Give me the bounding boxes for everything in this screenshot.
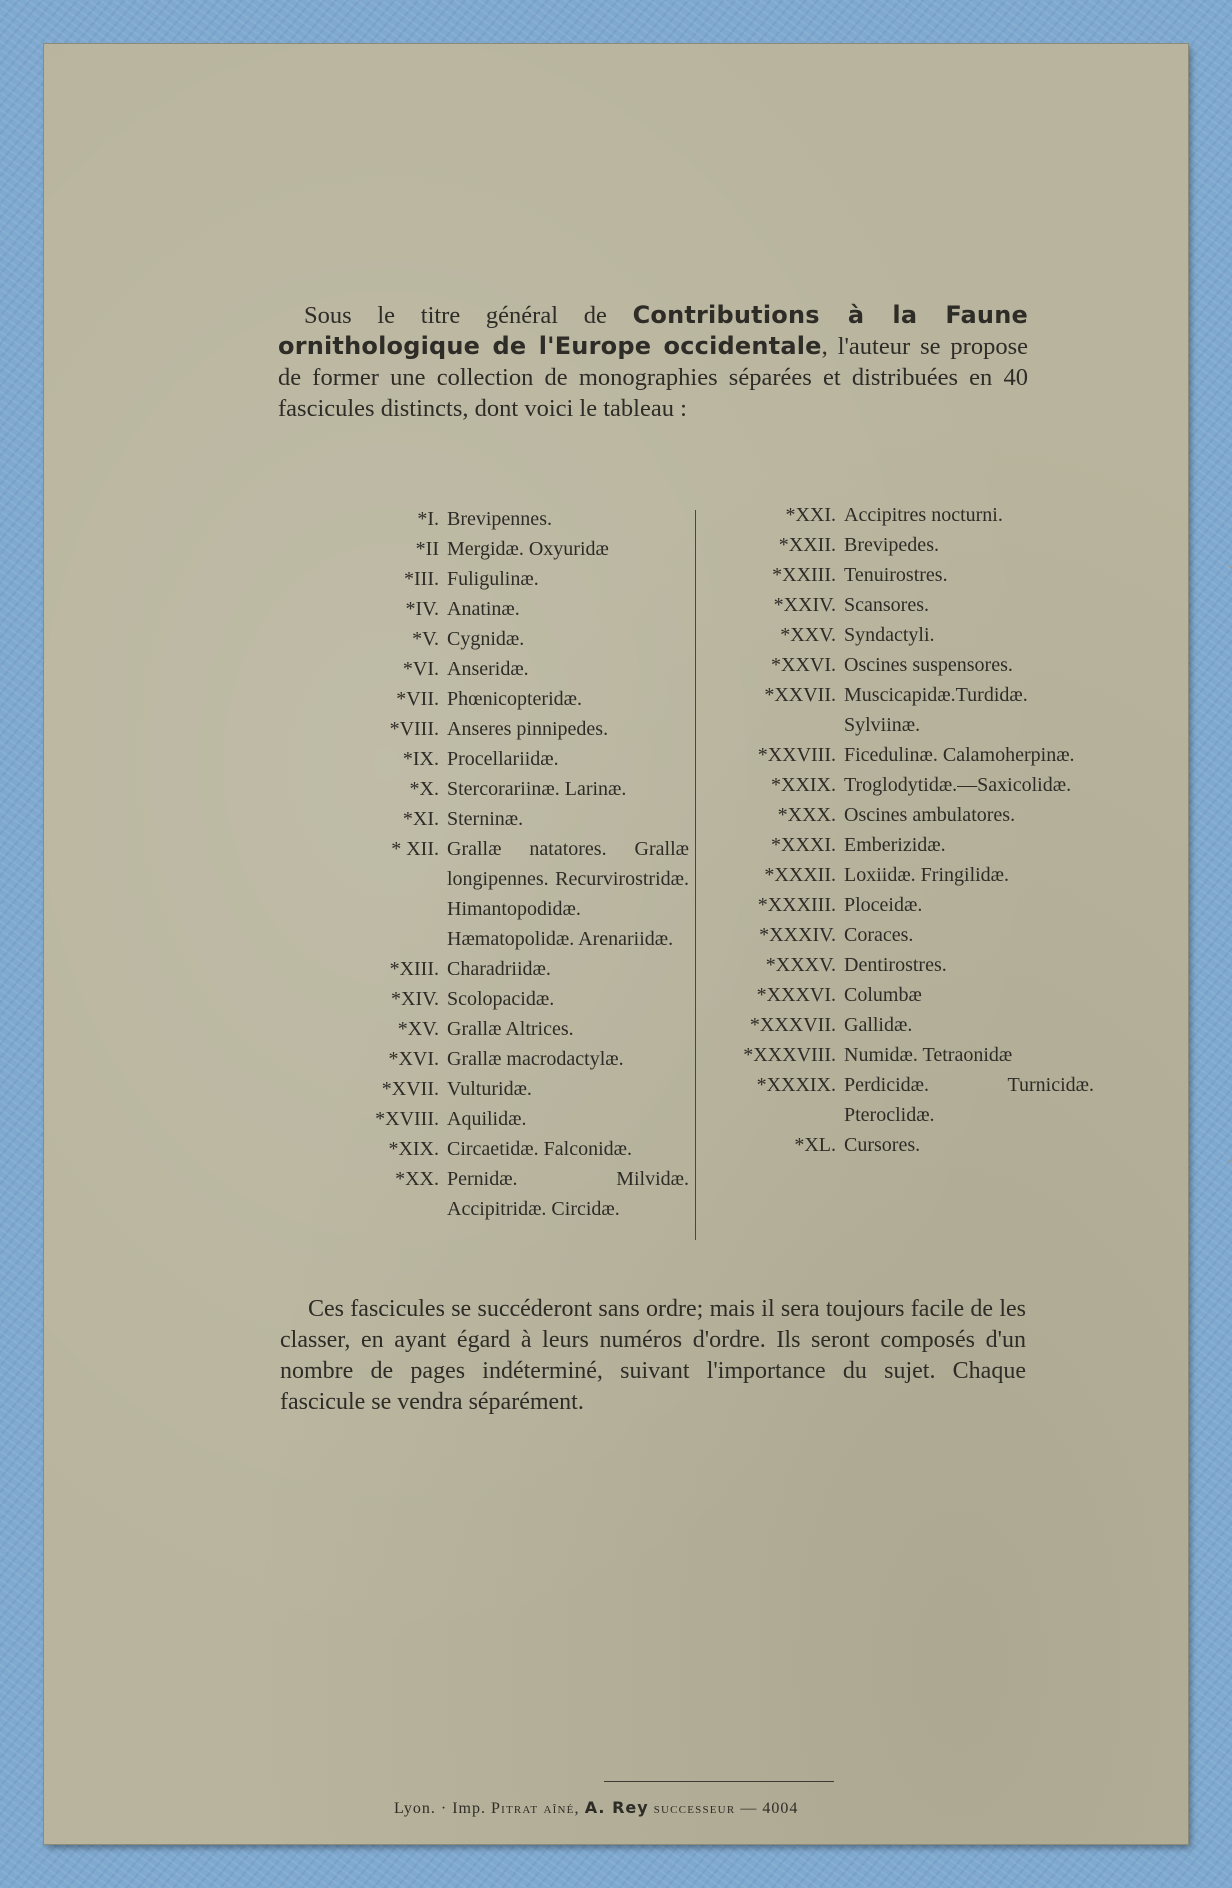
fascicle-name: Oscines suspensores. [844,654,1013,676]
fascicle-entry [714,530,1094,560]
fascicle-number: *XXXI. [771,834,836,856]
fascicle-number: *V. [412,628,439,650]
fascicle-name: Perdicidæ. Turnicidæ. Pteroclidæ. [844,1074,1094,1126]
fascicle-entry [714,500,1094,530]
fascicle-name: Anseridæ. [447,658,529,680]
fascicle-entry [329,504,689,534]
fascicle-name: Fuligulinæ. [447,568,539,590]
series-title: Contributions à la Faune ornithologique de l'Europe occidentale [278,301,1028,360]
fascicle-name: Ficedulinæ. Calamoherpinæ. [844,744,1075,766]
fascicle-entry [329,684,689,714]
fascicle-number: *XI. [402,808,439,830]
fascicle-name: Accipitres nocturni. [844,504,1003,526]
intro-lead: Sous le titre général de [304,302,633,329]
fascicle-number: *XV. [397,1018,439,1040]
fascicle-number: *XVIII. [375,1108,439,1130]
fascicle-name: Circaetidæ. Falconidæ. [447,1138,632,1160]
fascicle-number: *I. [417,508,439,530]
printer-number: — 4004 [740,1800,799,1817]
fascicle-entry [714,650,1094,680]
fascicle-name: Procellariidæ. [447,748,559,770]
fascicle-entry [714,1010,1094,1040]
fascicle-number: * XII. [391,838,439,860]
fascicle-entry [714,920,1094,950]
fascicle-name: Charadriidæ. [447,958,551,980]
fascicle-entry [329,804,689,834]
fascicle-number: *XXIII. [772,564,836,586]
fascicle-entry [714,860,1094,890]
printer-rey: A. Rey [584,1798,649,1817]
fascicle-number: *XXVIII. [757,744,836,766]
fascicle-name: Brevipedes. [844,534,939,556]
fascicle-name: Brevipennes. [447,508,552,530]
fascicle-entry [329,564,689,594]
printer-name: Pitrat aîné, [491,1800,580,1817]
fascicle-number: *XXII. [778,534,836,556]
fascicle-entry [329,654,689,684]
fascicle-number: *XXXVII. [749,1014,836,1036]
fascicle-number: *XXXVI. [756,984,836,1006]
printer-imp: Imp. [452,1800,486,1817]
fascicle-name: Columbæ [844,984,922,1006]
fascicle-number: *XL. [794,1134,836,1156]
fascicle-number: *XXXII. [764,864,836,886]
fascicle-list-left [329,504,689,1224]
fascicle-name: Gallidæ. [844,1014,913,1036]
fascicle-entry [329,1134,689,1164]
fascicle-number: *XVI. [388,1048,439,1070]
fascicle-entry [329,1104,689,1134]
fascicle-name: Emberizidæ. [844,834,946,856]
fascicle-entry [714,890,1094,920]
fascicle-number: *XX. [395,1168,439,1190]
fascicle-entry [329,1164,689,1224]
fascicle-entry [714,590,1094,620]
fascicle-list-right [714,500,1094,1160]
fascicle-name: Grallæ macrodactylæ. [447,1048,624,1070]
fascicle-name: Grallæ Altrices. [447,1018,574,1040]
fascicle-name: Loxiidæ. Fringilidæ. [844,864,1010,886]
fascicle-number: *XXXIX. [756,1074,836,1096]
fascicle-name: Numidæ. Tetraonidæ [844,1044,1013,1066]
fascicle-name: Troglodytidæ.—Saxicolidæ. [844,774,1072,796]
fascicle-name: Sterninæ. [447,808,524,830]
fascicle-entry [329,624,689,654]
printer-imprint: Lyon. · Imp. Pitrat aîné, A. Rey successeur — 4004 [394,1798,799,1817]
fascicle-name: Stercorariinæ. Larinæ. [447,778,627,800]
intro-rest: , l'auteur se propose de former une collection de monographies séparées et distribuées en 40 fascicules distincts, dont voici le tableau : [278,333,1028,422]
fascicle-name: Phœnicopteridæ. [447,688,582,710]
fascicle-name: Scolopacidæ. [447,988,555,1010]
fascicle-number: *XIII. [389,958,439,980]
fascicle-name: Oscines ambulatores. [844,804,1016,826]
printer-city: Lyon. [394,1800,436,1817]
fascicle-entry [714,1070,1094,1130]
fascicle-number: *IV. [405,598,439,620]
fascicle-name: Muscicapidæ.Turdidæ. Sylviinæ. [844,684,1028,736]
fascicle-name: Aquilidæ. [447,1108,527,1130]
fascicle-entry [714,950,1094,980]
fascicle-entry [329,1044,689,1074]
fascicle-name: Ploceidæ. [844,894,923,916]
fascicle-entry [714,620,1094,650]
fascicle-entry [329,1014,689,1044]
fascicle-number: *X. [409,778,439,800]
fascicle-name: Cygnidæ. [447,628,525,650]
fascicle-number: *XXXIV. [759,924,836,946]
fascicle-name: Vulturidæ. [447,1078,532,1100]
fascicle-entry [329,534,689,564]
fascicle-number: *XXVI. [771,654,836,676]
printer-successeur: successeur [653,1800,736,1817]
fascicle-number: *XXV. [780,624,836,646]
fascicle-entry [714,800,1094,830]
fascicle-number: *XIV. [391,988,439,1010]
fascicle-number: *IX. [402,748,439,770]
fascicle-entry [329,984,689,1014]
fascicle-name: Grallæ natatores. Grallæ longipennes. Recurvirostridæ. Himantopodidæ. Hæmatopolidæ. Arenariidæ. [447,838,689,950]
column-divider [695,510,696,1240]
fascicle-entry [714,770,1094,800]
closing-paragraph: Ces fascicules se succéderont sans ordre; mais il sera toujours facile de les classer, en ayant égard à leurs numéros d'ordre. Ils seront composés d'un nombre de pages indéterminé, suivant l'importance du sujet. Chaque fascicule se vendra séparément. [280,1296,1026,1415]
fascicle-entry [714,740,1094,770]
fascicle-entry [714,680,1094,740]
fascicle-name: Dentirostres. [844,954,947,976]
fascicle-entry [329,774,689,804]
binding-string [1222,564,1232,1164]
fascicle-number: *XXX. [777,804,836,826]
fascicle-entry [714,1040,1094,1070]
fascicle-entry [714,1130,1094,1160]
fascicle-number: *VI. [402,658,439,680]
fascicle-entry [329,834,689,954]
fascicle-number: *III. [404,568,439,590]
fascicle-name: Anseres pinnipedes. [447,718,609,740]
booklet-back-cover [44,44,1188,1844]
fascicle-number: *XXIX. [771,774,836,796]
fascicle-entry [329,744,689,774]
fascicle-number: *VII. [396,688,439,710]
fascicle-entry [329,714,689,744]
fascicle-number: *II [415,538,439,560]
fascicle-number: *XXI. [785,504,836,526]
fascicle-name: Scansores. [844,594,929,616]
fascicle-number: *XXIV. [773,594,836,616]
fascicle-entry [329,594,689,624]
fascicle-number: *XXVII. [764,684,836,706]
fascicle-entry [329,954,689,984]
fascicle-number: *XXXV. [765,954,836,976]
fascicle-name: Mergidæ. Oxyuridæ [447,538,609,560]
fascicle-entry [714,980,1094,1010]
fascicle-entry [329,1074,689,1104]
fascicle-number: *XIX. [388,1138,439,1160]
fascicle-name: Coraces. [844,924,914,946]
fascicle-number: *XXXVIII. [743,1044,836,1066]
fascicle-name: Pernidæ. Milvidæ. Accipitridæ. Circidæ. [447,1168,689,1220]
footer-rule [604,1781,834,1782]
fascicle-number: *XVII. [381,1078,439,1100]
fascicle-name: Tenuirostres. [844,564,948,586]
fascicle-entry [714,560,1094,590]
intro-paragraph [278,300,1028,424]
fascicle-entry [714,830,1094,860]
fascicle-name: Syndactyli. [844,624,935,646]
fascicle-number: *XXXIII. [757,894,836,916]
fascicle-name: Anatinæ. [447,598,520,620]
fascicle-number: *VIII. [389,718,439,740]
fascicle-name: Cursores. [844,1134,921,1156]
